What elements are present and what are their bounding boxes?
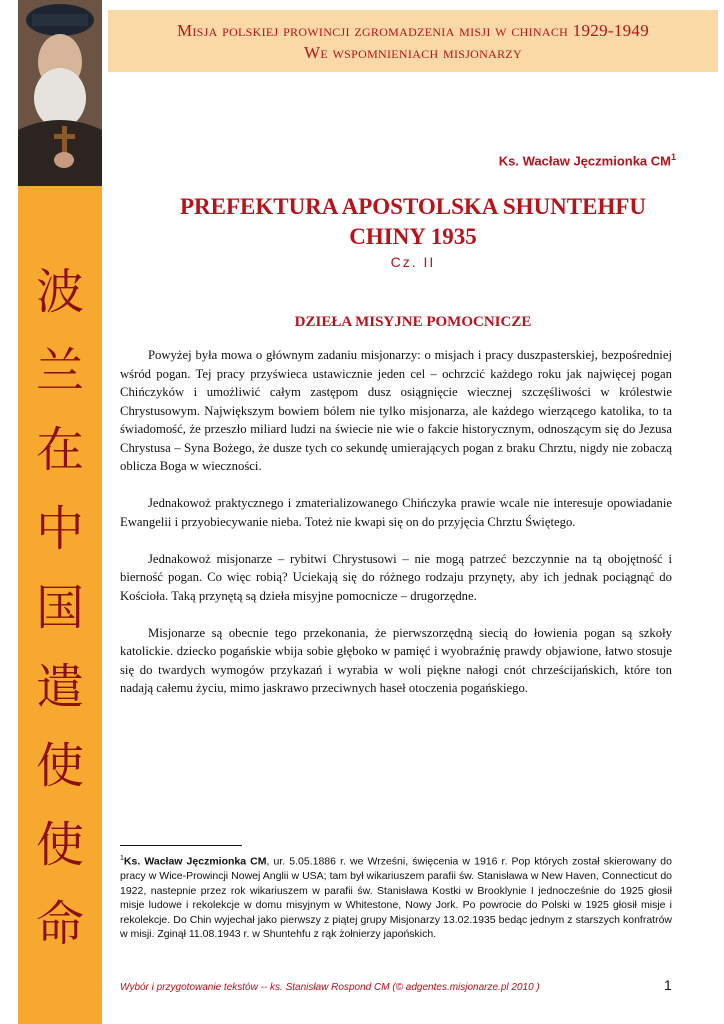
footnote-text: , ur. 5.05.1886 r. we Wrześni, święcenia w 1916 r. Pop których został skierowany do pracy w Wice-Prowincji Nowej Anglii w USA; tam był wikariuszem parafii św. Stanisława w New Haven, Connecticut do 1922, nastepnie przez rok wikariuszem w parafii św. Stanisława Kostki w Brooklynie I jednocześnie do 1925 głosił misje ludowe i rekolekcje w domu misyjnym w Whitestone, Nowy Jork. Po powrocie do Polski w 1925 głosił misje i rekolekcje. Do Chin wyjechał jako pierwszy z piątej grupy Misjonarzy 13.02.1935 bedąc jednym z starszych konfratrów w misji. Zginął 11.08.1943 r. w Shuntehfu z rąk żołnierzy japońskich.: [120, 855, 672, 940]
footnote: [120, 852, 672, 942]
footnote-mark: 1: [120, 855, 124, 862]
paragraph: Misjonarze są obecnie tego przekonania, że pierwszorzędną siecią do łowienia pogan są szkoły katolickie. dziecko pogańskie wbija sobie głęboko w pamięć i wyobraźnię prawdy objawione, łatwo stosuje się do twardych wymogów przykazań i wyrabia w woli piękne nałogi cnót chrześcijańskich, które ton nadają całemu życiu, mimo jaskrawo przeciwnych haseł otoczenia pogańskiego.: [120, 625, 672, 695]
author-byline: [499, 152, 676, 168]
sidebar-char: 中: [35, 501, 84, 557]
article-body: [120, 346, 672, 716]
footer-credit: Wybór i przygotowanie tekstów -- ks. Stanisław Rospond CM (© adgentes.misjonarze.pl 2010 ): [120, 982, 540, 993]
paragraph: Jednakowoż misjonarze – rybitwi Chrystusowi – nie mogą patrzeć bezczynnie na tą obojętność i bierność pogan. Co więc robią? Uciekają się do różnego rodzaju przynęty, aby ich jednak pociągnąć do Kościoła. Taką przynętą są dzieła misyjne pomocnicze – drugorzędne.: [120, 551, 672, 603]
sidebar-char: 兰: [35, 343, 84, 399]
document-title-line-2: CHINY 1935: [349, 224, 477, 249]
portrait-illustration: [18, 0, 102, 186]
sidebar-char: 使: [35, 738, 84, 794]
page-number: 1: [664, 977, 672, 993]
paragraph: Jednakowoż praktycznego i zmaterializowanego Chińczyka prawie wcale nie interesuje opowiadanie Ewangelii i przyobiecywanie nieba. Toteż nie kwapi się on do przyjęcia Chrztu Świętego.: [120, 496, 672, 529]
author-name: Ks. Wacław Jęczmionka CM: [498, 153, 671, 169]
header-series-title: Misja polskiej prowincji zgromadzenia misji w chinach 1929-1949: [176, 21, 650, 40]
sidebar-char: 国: [35, 580, 84, 636]
sidebar-char: 波: [35, 264, 84, 320]
paragraph: Powyżej była mowa o głównym zadaniu misjonarzy: o misjach i pracy duszpasterskiej, bezpośredniej wśród pogan. Tej pracy przyświeca ustawicznie jeden cel – ochrzcić każdego roku jak najwięcej pogan Chińczyków i umożliwić całym zastępom dusz osiągnięcie wiecznej szczęśliwości w królestwie Chrystusowym. Największym bowiem bólem nie tylko misjonarza, ale każdego wierzącego katolika, to ta świadomość, że przeszło miliard ludzi na świecie nie wie o fakcie historycznym, odnoszącym się do Jezusa Chrystusa – Syna Bożego, że dusze tych co sekundę umierających pogan z braku Chrztu, nigdy nie zobaczą oblicza Boga w wieczności.: [120, 348, 672, 473]
sidebar-char: 遣: [35, 659, 84, 715]
sidebar-char: 在: [35, 422, 84, 478]
footnote-divider: [120, 845, 242, 846]
header-band: [108, 10, 718, 72]
missionary-portrait-image: [18, 0, 102, 186]
sidebar-chinese-characters: [18, 264, 102, 979]
sidebar-char: 命: [35, 896, 84, 952]
footnote-name: Ks. Wacław Jęczmionka CM: [123, 855, 267, 868]
section-heading: DZIEŁA MISYJNE POMOCNICZE: [294, 314, 532, 330]
document-title: PREFEKTURA APOSTOLSKA SHUNTEHFU: [179, 194, 647, 219]
footnote-reference[interactable]: 1: [670, 152, 676, 162]
header-series-subtitle: We wspomnieniach misjonarzy: [304, 43, 522, 62]
part-label: Cz. II: [390, 254, 436, 270]
sidebar-char: 使: [35, 817, 84, 873]
